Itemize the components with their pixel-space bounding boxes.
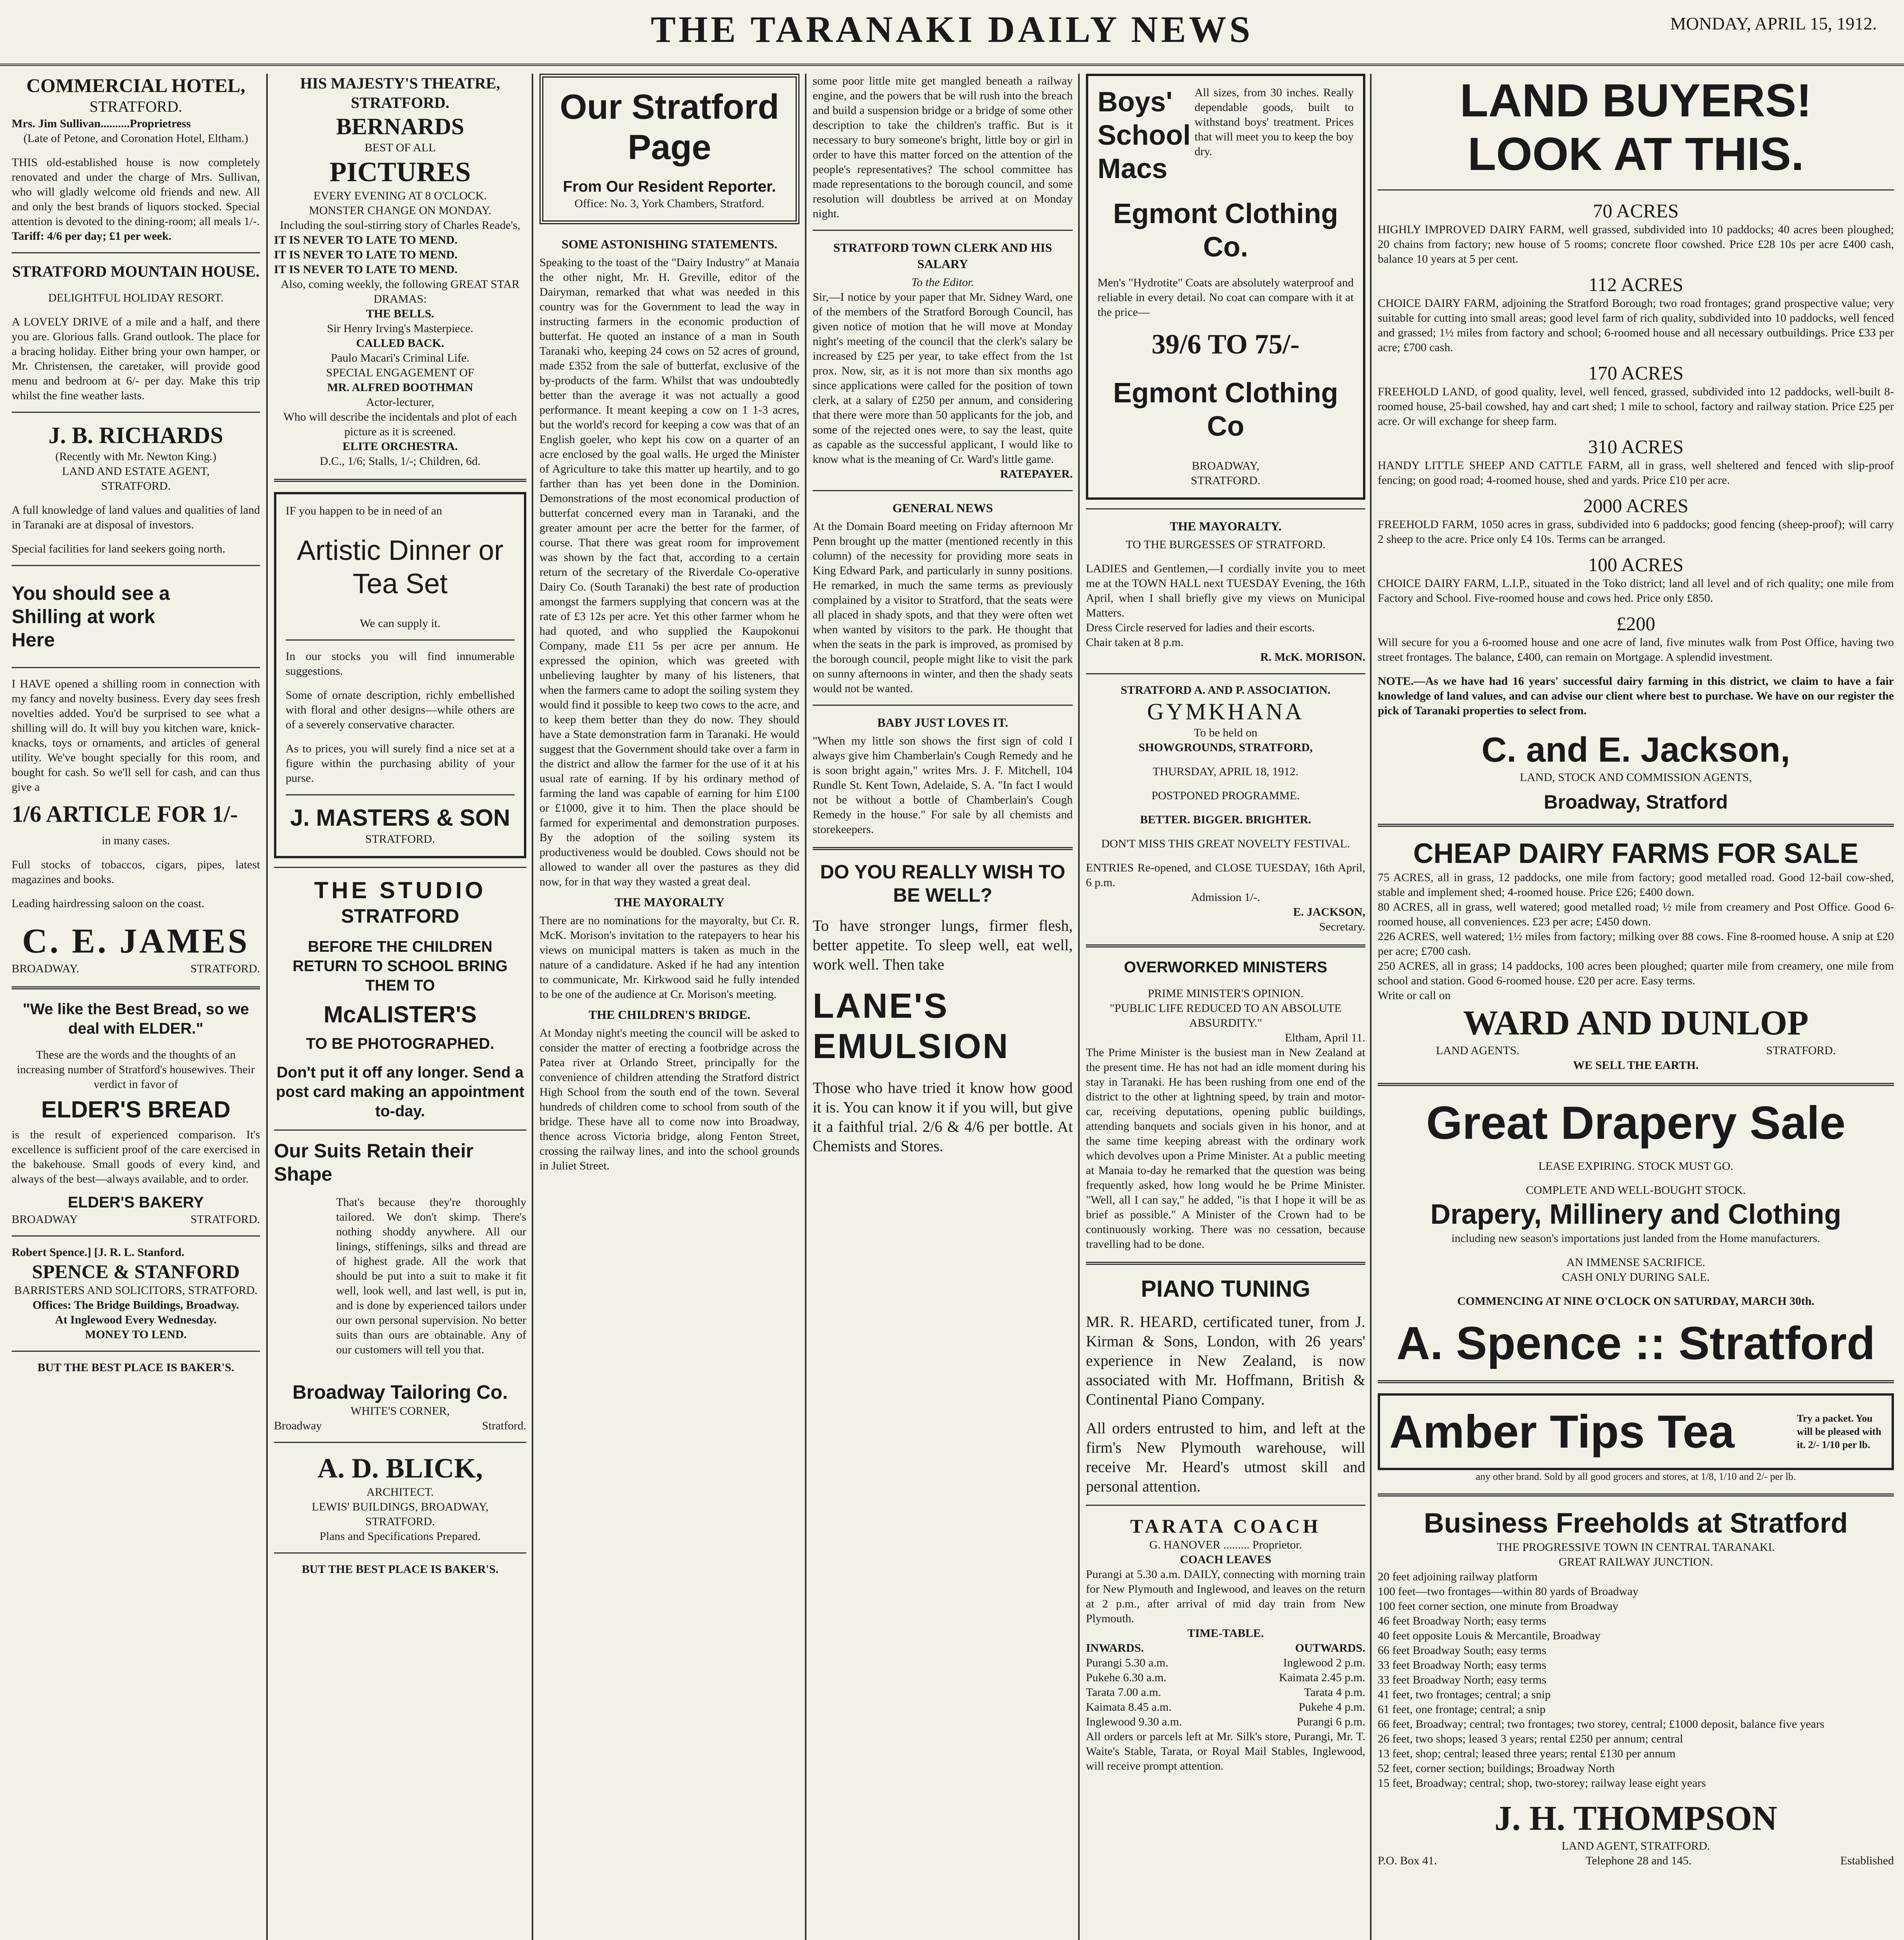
freehold-item: 66 feet, Broadway; central; two frontages; two storey, central; £1000 deposit, balance five years xyxy=(1378,1718,1824,1730)
theatre-orchestra: ELITE ORCHESTRA. xyxy=(342,440,458,453)
drapery-sacrifice: AN IMMENSE SACRIFICE. xyxy=(1566,1256,1705,1269)
coach-prop: G. HANOVER ......... Proprietor. xyxy=(1149,1538,1302,1551)
freehold-item: 66 feet Broadway South; easy terms xyxy=(1378,1644,1547,1657)
coach-cell: Purangi 5.30 a.m. xyxy=(1086,1656,1169,1669)
coach-outwards: OUTWARDS. xyxy=(1295,1642,1365,1654)
article-body: At Monday night's meeting the council will be asked to consider the matter of erecting a footbridge across the Patea river at Orlando Street, principally for the convenience of children attending the Stratford district High School from the south end of the town. Several hundreds of children come to school from south of the bridge. These have all to come now into Broadway, thence across Victoria bridge, along Fenton Street, crossing the railway lines, and into the school grounds in Juliet Street. xyxy=(539,1027,799,1172)
coach-row xyxy=(1086,1700,1365,1715)
thompson-box: P.O. Box 41. xyxy=(1378,1854,1437,1867)
column-rule xyxy=(1078,74,1080,1940)
masters-name: J. MASTERS & SON xyxy=(290,805,510,831)
article-heading: THE CHILDREN'S BRIDGE. xyxy=(588,1008,751,1022)
ministers-article xyxy=(1086,958,1365,1252)
freehold-item: 13 feet, shop; central; leased three years; rental £130 per annum xyxy=(1378,1747,1676,1760)
freeholds-sub: THE PROGRESSIVE TOWN IN CENTRAL TARANAKI. xyxy=(1496,1541,1775,1554)
blick-name: A. D. BLICK, xyxy=(317,1453,483,1484)
theatre-masterpiece: Sir Henry Irving's Masterpiece. xyxy=(327,322,473,335)
emulsion-name: LANE'S EMULSION xyxy=(813,987,1010,1066)
coach-cell: Kaimata 2.45 p.m. xyxy=(1279,1671,1365,1684)
boys-head-1: Boys' xyxy=(1098,87,1173,118)
tailoring-place: Stratford. xyxy=(482,1419,526,1432)
theatre-pictures: PICTURES xyxy=(329,156,471,187)
richards-role: LAND AND ESTATE AGENT, xyxy=(62,465,210,478)
coach-cell: Inglewood 9.30 a.m. xyxy=(1086,1715,1182,1728)
ministers-body: The Prime Minister is the busiest man in New Zealand at the present time. He has not had an idle moment during his stay in Taranaki. He has been rushing from one end of the district to the other at lightning speed, by train and motor-car, receiving deputations, opening public buildings, attending banquets and socials given in his honor, and at the same time keeping abreast with the ordinary work which devolves upon a Prime Minister. At a public meeting at Manaia to-day he remarked that the question was being frequently asked, how long would he be Prime Minister. "Well, all I can say," he added, "is that I hope it will be as brief as possible." A Minister of the Crown had to be continuously working. There was no cessation, because travelling had to be done. xyxy=(1086,1046,1365,1251)
james-saloon: Leading hairdressing saloon on the coast. xyxy=(12,897,205,910)
studio-before: BEFORE THE CHILDREN RETURN TO SCHOOL BRING THEM TO xyxy=(292,938,508,994)
coach-leaves: COACH LEAVES xyxy=(1180,1553,1271,1566)
tailoring-corner: WHITE'S CORNER, xyxy=(350,1405,450,1417)
theatre-boothman: MR. ALFRED BOOTHMAN xyxy=(327,381,473,394)
elder-place: STRATFORD. xyxy=(190,1213,260,1226)
theatre-bernards: BERNARDS xyxy=(336,114,465,139)
coach-row xyxy=(1086,1715,1365,1729)
letter-body: Sir,—I notice by your paper that Mr. Sidney Ward, one of the members of the Stratford Borough Council, has given notice of motion that he will move at Monday night's meeting of the council that the clerk's salary be increased by £25 per year, to take effect from the 1st prox. Now, sir, as it is not more than six months ago since applications were called for the position of town clerk, at a salary of £250 per annum, and considering that there were more than 50 applicants for the job, and some of the rejected ones were, to say the least, quite as capable as the successful applicant, I would like to know what is the meaning of Cr. Ward's little game. xyxy=(813,291,1073,466)
coach-cell: Tarata 4 p.m. xyxy=(1304,1686,1365,1699)
gymkhana-name: GYMKHANA xyxy=(1147,699,1304,724)
tailoring-headline: Our Suits Retain their Shape xyxy=(274,1140,473,1185)
studio-ad xyxy=(274,876,526,1121)
hotel-body: THIS old-established house is now completely renovated and under the charge of Mrs. Sullivan, who will gladly welcome old friends and new. All and only the best brands of liquors stocked. Special attention is devoted to the dining-room; all meals 1/-. xyxy=(12,156,260,228)
freehold-item: 33 feet Broadway North; easy terms xyxy=(1378,1673,1547,1686)
freeholds-junction: GREAT RAILWAY JUNCTION. xyxy=(1559,1555,1713,1568)
freehold-item: 46 feet Broadway North; easy terms xyxy=(1378,1614,1547,1627)
stratford-page-title: Our Stratford Page xyxy=(560,88,779,167)
article-body: some poor little mite get mangled beneath a railway engine, and the powers that be will rush into the breach and build a suspension bridge or a bridge of some other description to take the children's traffic. But is it necessary to bury someone's bright, little boy or girl in order to have this matter forced on the attention of the people's representatives? The school committee has made representations to the borough council, and some resolution will doubtless be arrived at on Monday night. xyxy=(813,74,1073,220)
newspaper-title: THE TARANAKI DAILY NEWS xyxy=(650,9,1254,50)
richards-name: J. B. RICHARDS xyxy=(48,423,224,448)
gymkhana-notice xyxy=(1086,683,1365,934)
coach-cell: Pukehe 6.30 a.m. xyxy=(1086,1671,1167,1684)
mayoralty-heading: THE MAYORALTY. xyxy=(1169,519,1282,533)
letter-signature: RATEPAYER. xyxy=(1000,468,1073,480)
theatre-bells: THE BELLS. xyxy=(366,307,434,320)
richards-place: STRATFORD. xyxy=(101,480,171,492)
drapery-complete: COMPLETE AND WELL-BOUGHT STOCK. xyxy=(1526,1184,1746,1197)
tailoring-ad xyxy=(274,1139,526,1433)
coach-body: Purangi at 5.30 a.m. DAILY, connecting with morning train for New Plymouth and Inglewood, and leaves on the return at 2 p.m., after arrival of mid day train from New Plymouth. xyxy=(1086,1568,1365,1625)
gymkhana-date: THURSDAY, APRIL 18, 1912. xyxy=(1153,765,1299,778)
coach-row xyxy=(1086,1685,1365,1700)
freehold-item: 15 feet, Broadway; central; shop, two-storey; railway lease eight years xyxy=(1378,1777,1706,1789)
hotel-late: (Late of Petone, and Coronation Hotel, Eltham.) xyxy=(23,132,248,145)
column-5 xyxy=(1086,74,1365,1940)
article-heading: SOME ASTONISHING STATEMENTS. xyxy=(562,237,777,251)
coach-table-head: TIME-TABLE. xyxy=(1187,1627,1264,1640)
tailoring-name: Broadway Tailoring Co. xyxy=(292,1381,508,1403)
masters-headline: Artistic Dinner or Tea Set xyxy=(297,535,504,599)
column-3 xyxy=(539,74,799,1940)
freehold-item: 100 feet corner section, one minute from Broadway xyxy=(1378,1600,1618,1613)
mayoralty-to: TO THE BURGESSES OF STRATFORD. xyxy=(1125,538,1326,551)
tailoring-where: Broadway xyxy=(274,1419,322,1432)
property-text: FREEHOLD FARM, 1050 acres in grass, subdivided into 6 paddocks; good fencing (sheep-proof); will carry 2 sheep to the acre. Price only £4 10s. Terms can be arranged. xyxy=(1378,518,1894,546)
property-text: HANDY LITTLE SHEEP AND CATTLE FARM, all in grass, well sheltered and fenced with slip-proof fencing; on good road; 4-roomed house, shed and yards. Price £10 per acre. xyxy=(1378,459,1894,487)
coach-cell: Pukehe 4 p.m. xyxy=(1299,1701,1365,1713)
cheap-write: Write or call on xyxy=(1378,989,1451,1002)
freehold-item: 100 feet—two frontages—within 80 yards of Broadway xyxy=(1378,1585,1639,1598)
gymkhana-held: To be held on xyxy=(1194,726,1257,739)
james-stock: Full stocks of tobaccos, cigars, pipes, latest magazines and books. xyxy=(12,858,260,886)
spence-stanford-ad xyxy=(12,1245,260,1375)
studio-name: THE STUDIO xyxy=(314,877,486,903)
coach-row xyxy=(1086,1656,1365,1670)
property-text: HIGHLY IMPROVED DAIRY FARM, well grassed, subdivided into 10 paddocks; 40 acres been ploughed; 20 chains from factory; new house of 5 rooms; concrete floor cowshed. Price £28 10s per acre £400 cash, balance 10 years at 5 per cent. xyxy=(1378,223,1894,265)
tea-name: Amber Tips Tea xyxy=(1389,1406,1735,1458)
richards-special: Special facilities for land seekers going north. xyxy=(12,542,225,555)
james-body: I HAVE opened a shilling room in connection with my fancy and novelty business. Every day sees fresh novelties added. You'd be surprised to see what a shilling will do. It will buy you kitchen ware, knick-knacks, toys or ornaments, and articles of general utility. We've bought specially for this room, and bought for cash. So we'll sell for cash, and can thus give a xyxy=(12,677,260,793)
drapery-name: A. Spence :: Stratford xyxy=(1396,1317,1875,1369)
emulsion-headline: DO YOU REALLY WISH TO BE WELL? xyxy=(820,861,1065,906)
shilling-headline: You should see a Shilling at work Here xyxy=(12,582,170,651)
ward-dunlop-ad xyxy=(1378,837,1894,1073)
tea-body: any other brand. Sold by all good grocers and stores, at 1/8, 1/10 and 2/- per lb. xyxy=(1476,1471,1796,1482)
hotel-place: STRATFORD. xyxy=(89,98,182,115)
ward-dunlop-name: WARD AND DUNLOP xyxy=(1463,1004,1809,1042)
drapery-lines: Drapery, Millinery and Clothing xyxy=(1430,1199,1842,1230)
property-acres: 100 ACRES xyxy=(1588,554,1684,575)
spence-names: Robert Spence.] [J. R. L. Stanford. xyxy=(12,1246,184,1259)
column-2 xyxy=(274,74,526,1940)
egmont-name: Egmont Clothing Co. xyxy=(1113,198,1338,263)
studio-photo: TO BE PHOTOGRAPHED. xyxy=(306,1035,494,1052)
ministers-dateline: Eltham, April 11. xyxy=(1285,1031,1365,1044)
freehold-item: 33 feet Broadway North; easy terms xyxy=(1378,1659,1547,1672)
theatre-never-1: IT IS NEVER TO LATE TO MEND. xyxy=(274,234,458,246)
freehold-item: 40 feet opposite Louis & Mercantile, Broadway xyxy=(1378,1629,1601,1642)
theatre-never-3: IT IS NEVER TO LATE TO MEND. xyxy=(274,263,458,276)
property-text: Will secure for you a 6-roomed house and one acre of land, five minutes walk from Post Office, having two street frontages. The balance, £400, can remain on Mortgage. A splendid investment. xyxy=(1378,636,1894,663)
freehold-item: 61 feet, one frontage; central; a snip xyxy=(1378,1703,1546,1716)
column-rule xyxy=(266,74,268,1940)
piano-orders: All orders entrusted to him, and left at the firm's New Plymouth warehouse, will receive Mr. Heard's utmost skill and personal attention. xyxy=(1086,1419,1365,1495)
mountain-house-tag: DELIGHTFUL HOLIDAY RESORT. xyxy=(48,291,224,304)
hotel-tariff: Tariff: 4/6 per day; £1 per week. xyxy=(12,230,172,242)
property-acres: 112 ACRES xyxy=(1588,274,1684,295)
hotel-name: COMMERCIAL HOTEL, xyxy=(26,74,245,96)
richards-sub: (Recently with Mr. Newton King.) xyxy=(55,450,217,463)
gymkhana-admission: Admission 1/-. xyxy=(1191,891,1261,904)
gymkhana-where: SHOWGROUNDS, STRATFORD, xyxy=(1138,741,1313,754)
masters-body-2: Some of ornate description, richly embellished with floral and other designs—while others are of a severely conservative character. xyxy=(286,689,515,731)
issue-date: MONDAY, APRIL 15, 1912. xyxy=(1670,14,1877,33)
ministers-quote: "PUBLIC LIFE REDUCED TO AN ABSOLUTE ABSURDITY." xyxy=(1110,1002,1342,1029)
masters-ad xyxy=(274,492,526,858)
coach-heading: TARATA COACH xyxy=(1130,1515,1321,1537)
gymkhana-postponed: POSTPONED PROGRAMME. xyxy=(1151,789,1300,802)
egmont-ad xyxy=(1086,74,1365,500)
masthead xyxy=(0,0,1904,66)
article-body: Speaking to the toast of the "Dairy Industry" at Manaia the other night, Mr. H. Greville, editor of the Dairyman, remarked that what was needed in this country was for the Government to lead the way in instructing farmers in the economic production of butterfat. He quoted an instance of a man in South Taranaki who, keeping 24 cows on 52 acres of ground, made £352 from the sale of butterfat, exclusive of the by-products of the farm. Whilst that was undoubtedly better than the average it was not actually a good performance. It meant keeping a cow on 1 1-3 acres, but the world's record for keeping a cow was that of an English goeler, who kept his cow on a quarter of an acre enclosed by the goal walls. He urged the Minister of Agriculture to take this matter up heartily, and to go farther than has yet been done in the Dominion. Demonstrations of the most economical production of butterfat concerned every man in Taranaki, and the greater amount per acre the better for the farmer, of course. That there was great room for improvement was shown by the fact that, according to a certain return of the secretary of the Riverdale Co-operative Dairy Co. (South Taranaki) the best rate of production amongst the farmers supplying that concern was at the rate of £3 12s per acre. Yet this other farmer whom he had quoted, and who supplied the Kaupokonui Company, made £11 5s per acre per annum. He expressed the opinion, which was greeted with unbelieving laughter by many of his listeners, that when the farmers came to adopt the soiling system they would find it possible to keep two cows to the acre, and to keep them better than they do now. They should have a State demonstration farm in Taranaki. He would suggest that the Government should take over a farm in the district and allow the farmer for the use of it at his usual rate of earning. If by his ordinary method of farming the land was capable of earning for him £100 or £1000, give it to him. Then the place should be farmed for experimental and demonstration purposes. By the adoption of the soiling system its productiveness would be doubled. Cows should not be allowed to wander all over the pastures as they did now, for in that way they wasted a great deal. xyxy=(539,256,799,888)
stratford-page-sub: From Our Resident Reporter. xyxy=(563,178,776,195)
freehold-item: 26 feet, two shops; leased 3 years; rental £250 per annum; central xyxy=(1378,1732,1683,1745)
tea-side: Try a packet. You will be pleased with it. 2/- 1/10 per lb. xyxy=(1797,1413,1881,1450)
egmont-mens: Men's "Hydrotite" Coats are absolutely waterproof and reliable in every detail. No coat can compare with it at the price— xyxy=(1098,276,1354,319)
masters-body-1: In our stocks you will find innumerable suggestions. xyxy=(286,650,515,677)
theatre-monster: MONSTER CHANGE ON MONDAY. xyxy=(309,204,492,217)
theatre-ad xyxy=(274,74,526,469)
gymkhana-better: BETTER. BIGGER. BRIGHTER. xyxy=(1140,813,1311,826)
drapery-cash: CASH ONLY DURING SALE. xyxy=(1562,1271,1710,1284)
land-buyers-head-1: LAND BUYERS! xyxy=(1460,74,1812,126)
spence-drapery-ad xyxy=(1378,1096,1894,1370)
egmont-place: STRATFORD. xyxy=(1191,474,1261,487)
hotel-proprietress: Mrs. Jim Sullivan..........Proprietress xyxy=(12,117,191,130)
gymkhana-entries: ENTRIES Re-opened, and CLOSE TUESDAY, 16th April, 6 p.m. xyxy=(1086,861,1365,889)
thompson-est: Established xyxy=(1840,1854,1894,1867)
james-ad xyxy=(12,677,260,976)
blick-role: ARCHITECT. xyxy=(366,1486,434,1498)
letter-heading: STRATFORD TOWN CLERK AND HIS SALARY xyxy=(833,241,1052,271)
coach-footer: All orders or parcels left at Mr. Silk's store, Purangi, Mr. T. Waite's Stable, Tarata, or Royal Mail Stables, Inglewood, will receive prompt attention. xyxy=(1086,1730,1365,1772)
drapery-commencing: COMMENCING AT NINE O'CLOCK ON SATURDAY, MARCH 30th. xyxy=(1457,1295,1815,1308)
ward-dunlop-role: LAND AGENTS. xyxy=(1436,1044,1519,1057)
studio-place: STRATFORD xyxy=(341,905,460,927)
masters-top: IF you happen to be in need of an xyxy=(286,504,442,517)
james-where: BROADWAY. xyxy=(12,962,80,975)
theatre-engagement: SPECIAL ENGAGEMENT OF xyxy=(326,366,474,379)
theatre-criminal: Paulo Macari's Criminal Life. xyxy=(331,352,470,364)
ministers-sub: PRIME MINISTER'S OPINION. xyxy=(1148,987,1304,1000)
article-body: At the Domain Board meeting on Friday afternoon Mr Penn brought up the matter (mentioned recently in this column) of the necessity for providing more seats in King Edward Park, and particularly in sunny positions. He remarked, in much the same terms as previously complained by a visitor to Stratford, that the seats were all placed in shady spots, and that they were often wet when wanted by visitors to the park. He thought that when the seats in the park is improved, as promised by the borough council, people might like to visit the park on sunny afternoons in winter, and then the shady seats would not be wanted. xyxy=(813,520,1073,695)
ministers-heading: OVERWORKED MINISTERS xyxy=(1124,959,1327,976)
article-heading: THE MAYORALTY xyxy=(614,895,725,909)
elder-footer: ELDER'S BAKERY xyxy=(68,1194,204,1211)
spence-firm: SPENCE & STANFORD xyxy=(32,1261,240,1282)
thompson-ad xyxy=(1378,1507,1894,1868)
boys-head-3: Macs xyxy=(1098,153,1168,184)
gymkhana-dont: DON'T MISS THIS GREAT NOVELTY FESTIVAL. xyxy=(1101,837,1350,850)
property-acres: 310 ACRES xyxy=(1588,436,1684,457)
james-offer: 1/6 ARTICLE FOR 1/- xyxy=(12,801,238,827)
property-acres: 2000 ACRES xyxy=(1583,495,1689,516)
masters-supply: We can supply it. xyxy=(360,617,440,630)
blick-plans: Plans and Specifications Prepared. xyxy=(319,1530,481,1543)
thompson-name: J. H. THOMPSON xyxy=(1494,1799,1777,1838)
boys-head-2: School xyxy=(1098,120,1191,151)
mayoralty-chair: Chair taken at 8 p.m. xyxy=(1086,636,1184,649)
coach-inwards: INWARDS. xyxy=(1086,1642,1144,1654)
cheap-item: 226 ACRES, well watered; 1½ miles from factory; milking over 88 cows. Fine 8-roomed house. A snip at £20 per acre; £700 cash. xyxy=(1378,930,1894,958)
freehold-item: 20 feet adjoining railway platform xyxy=(1378,1570,1538,1583)
column-6 xyxy=(1378,74,1894,1940)
jackson-role: LAND, STOCK AND COMMISSION AGENTS, xyxy=(1520,771,1752,784)
richards-body: A full knowledge of land values and qualities of land in Taranaki are at disposal of investors. xyxy=(12,504,260,531)
elder-where: BROADWAY xyxy=(12,1213,78,1226)
theatre-best: BEST OF ALL xyxy=(364,141,436,154)
blick-place: STRATFORD. xyxy=(365,1515,435,1528)
elder-name: ELDER'S BREAD xyxy=(41,1096,231,1122)
drapery-head: Great Drapery Sale xyxy=(1426,1097,1846,1149)
column-rule xyxy=(1370,74,1372,1940)
column-1 xyxy=(12,74,260,1940)
ward-dunlop-earth: WE SELL THE EARTH. xyxy=(1573,1059,1699,1072)
freeholds-head: Business Freeholds at Stratford xyxy=(1424,1508,1848,1539)
james-name: C. E. JAMES xyxy=(22,922,250,960)
egmont-name-2: Egmont Clothing Co xyxy=(1113,378,1338,442)
thompson-role: LAND AGENT, STRATFORD. xyxy=(1561,1840,1710,1852)
column-rule xyxy=(805,74,806,1940)
masters-body-3: As to prices, you will surely find a nice set at a figure within the purchasing ability of your purse. xyxy=(286,742,515,785)
gymkhana-sign: E. JACKSON, xyxy=(1293,906,1365,918)
coach-cell: Tarata 7.00 a.m. xyxy=(1086,1686,1161,1699)
elder-quote: "We like the Best Bread, so we deal with ELDER." xyxy=(23,1001,249,1037)
coach-ad xyxy=(1086,1514,1365,1774)
james-place: STRATFORD. xyxy=(190,962,260,975)
cheap-item: 80 ACRES, all in grass, well watered; good metalled road; ½ mile from creamery and Post Office. Good 6-roomed house, all conveniences. £23 per acre; £450 down. xyxy=(1378,901,1894,928)
mayoralty-space: Dress Circle reserved for ladies and their escorts. xyxy=(1086,621,1315,634)
gymkhana-head: STRATFORD A. AND P. ASSOCIATION. xyxy=(1120,684,1331,696)
property-text: CHOICE DAIRY FARM, L.I.P., situated in the Toko district; land all level and of rich quality; one mile from Factory and School. Five-roomed house and cows hed. Price only £850. xyxy=(1378,577,1894,605)
thompson-tel: Telephone 28 and 145. xyxy=(1585,1854,1692,1867)
letter-to: To the Editor. xyxy=(911,276,974,289)
stratford-page-header xyxy=(539,74,799,224)
spence-best-place: BUT THE BEST PLACE IS BAKER'S. xyxy=(37,1361,234,1374)
spence-office: Offices: The Bridge Buildings, Broadway. xyxy=(32,1299,239,1311)
theatre-name: HIS MAJESTY'S THEATRE, STRATFORD. xyxy=(300,74,500,111)
elder-intro: These are the words and the thoughts of an increasing number of Stratford's housewives. Their verdict in favor of xyxy=(17,1048,255,1091)
property-text: FREEHOLD LAND, of good quality, level, well fenced, grassed, subdivided into 12 paddocks, well-built 8-roomed house, 25-bail cowshed, hay and cart shed; 1 mile to school, factory and railway station. Price £25 per acre. Or will exchange for sheep farm. xyxy=(1378,385,1894,428)
blick-bldg: LEWIS' BUILDINGS, BROADWAY, xyxy=(312,1500,489,1513)
column-rule xyxy=(532,74,533,1940)
stratford-page-office: Office: No. 3, York Chambers, Stratford. xyxy=(574,197,765,210)
blick-ad xyxy=(274,1452,526,1577)
property-acres: 70 ACRES xyxy=(1593,200,1679,222)
piano-ad xyxy=(1086,1275,1365,1496)
amber-tips-ad xyxy=(1378,1393,1894,1470)
mountain-house-body: A LOVELY DRIVE of a mile and a half, and there you are. Glorious falls. Grand outlook. The place for a bracing holiday. Either bring your own hamper, or Mr. Christensen, the caretaker, will provide good menu and bedroom at 6/- per day. Make this trip whilst the fine weather lasts. xyxy=(12,315,260,402)
studio-dont: Don't put it off any longer. Send a post card making an appointment to-day. xyxy=(276,1064,525,1120)
article-heading: GENERAL NEWS xyxy=(892,501,993,515)
mayoralty-notice xyxy=(1086,518,1365,665)
mayoralty-body: LADIES and Gentlemen,—I cordially invite you to meet me at the TOWN HALL next TUESDAY Evening, the 16th April, when I shall briefly give my views on Municipal Matters. xyxy=(1086,562,1365,619)
article-body: "When my little son shows the first sign of cold I always give him Chamberlain's Cough Remedy and he is soon bright again," writes Mrs. J. F. Mitchell, 104 Rundle St. Kent Town, Adelaide, S. A. "In fact I would not be without a bottle of Chamberlain's Cough Remedy in the house." For sale by all chemists and storekeepers. xyxy=(813,734,1073,836)
jackson-name: C. and E. Jackson, xyxy=(1481,731,1790,769)
emulsion-ad xyxy=(813,860,1073,1156)
freehold-item: 41 feet, two frontages; central; a snip xyxy=(1378,1688,1551,1701)
piano-heading: PIANO TUNING xyxy=(1141,1276,1311,1302)
coach-cell: Inglewood 2 p.m. xyxy=(1283,1656,1365,1669)
boys-body: All sizes, from 30 inches. Really dependable goods, built to withstand boys' treatment. Prices that will meet you to keep the boy dry. xyxy=(1195,86,1354,158)
theatre-called-back: CALLED BACK. xyxy=(356,337,444,350)
jackson-place: Broadway, Stratford xyxy=(1543,791,1728,813)
theatre-actor: Actor-lecturer, xyxy=(366,396,434,409)
elder-ad xyxy=(12,999,260,1227)
theatre-prices: D.C., 1/6; Stalls, 1/-; Children, 6d. xyxy=(319,455,481,468)
cheap-item: 250 ACRES, all in grass; 14 paddocks, 100 acres been ploughed; quarter mile from creamery, one mile from school and station. Good 6-roomed house. £20 per acre. Easy terms. xyxy=(1378,960,1894,987)
theatre-never-2: IT IS NEVER TO LATE TO MEND. xyxy=(274,248,458,261)
property-acres: £200 xyxy=(1616,613,1655,634)
piano-body: MR. R. HEARD, certificated tuner, from J. Kirman & Sons, London, with 26 years' experience in New Zealand, is now associated with Mr. Hoffmann, British & Continental Piano Company. xyxy=(1086,1313,1365,1408)
emulsion-body: To have stronger lungs, firmer flesh, better appetite. To sleep well, eat well, work well. Then take xyxy=(813,917,1073,973)
freehold-item: 52 feet, corner section; buildings; Broadway North xyxy=(1378,1762,1615,1775)
blick-best-place: BUT THE BEST PLACE IS BAKER'S. xyxy=(302,1563,499,1576)
theatre-including: Including the soul-stirring story of Charles Reade's, xyxy=(280,219,520,232)
jackson-ad xyxy=(1378,74,1894,814)
elder-body: is the result of experienced comparison. It's excellence is sufficient proof of the care exercised in the bakehouse. Small goods of every kind, and always of the best—always available, and to order. xyxy=(12,1128,260,1185)
coach-cell: Kaimata 8.45 a.m. xyxy=(1086,1701,1172,1713)
egmont-price: 39/6 TO 75/- xyxy=(1151,329,1300,360)
column-4 xyxy=(813,74,1073,1940)
property-acres: 170 ACRES xyxy=(1588,362,1684,384)
studio-who: McALISTER'S xyxy=(323,1001,477,1027)
cheap-head: CHEAP DAIRY FARMS FOR SALE xyxy=(1413,838,1859,869)
mountain-house-ad xyxy=(12,262,260,403)
commercial-hotel-ad xyxy=(12,74,260,244)
mountain-house-name: STRATFORD MOUNTAIN HOUSE. xyxy=(12,263,260,280)
spence-money: MONEY TO LEND. xyxy=(85,1328,187,1341)
cheap-item: 75 ACRES, all in grass, 12 paddocks, one mile from factory; good metalled road. Good 12-bail cow-shed, stable and implement shed; 4-roomed house. Price £26; £400 down. xyxy=(1378,871,1894,899)
gymkhana-sec: Secretary. xyxy=(1319,920,1365,933)
drapery-lease: LEASE EXPIRING. STOCK MUST GO. xyxy=(1538,1160,1734,1173)
richards-ad xyxy=(12,421,260,556)
drapery-including: including new season's importations just landed from the Home manufacturers. xyxy=(1451,1232,1821,1245)
jackson-note: NOTE.—As we have had 16 years' successful dairy farming in this district, we claim to have a fair knowledge of land values, and can advise our client where best to purchase. We have on our register the pick of Taranaki properties to select from. xyxy=(1378,675,1894,717)
mayoralty-sign: R. McK. MORISON. xyxy=(1260,651,1365,663)
ward-dunlop-place: STRATFORD. xyxy=(1766,1044,1836,1057)
coach-row xyxy=(1086,1670,1365,1685)
article-body: There are no nominations for the mayoralty, but Cr. R. McK. Morison's invitation to the ratepayers to hear his views on municipal matters is taken as much in the nature of a candidature. Asked if he had any intention to communicate, Mr. Kirkwood said he fully intended to be one of the audience at Cr. Morison's meeting. xyxy=(539,914,799,1001)
article-heading: BABY JUST LOVES IT. xyxy=(877,715,1008,729)
theatre-every: EVERY EVENING AT 8 O'CLOCK. xyxy=(313,189,487,202)
tailoring-body: That's because they're thoroughly tailored. We don't skimp. There's nothing shoddy anywhere. All our linings, stiffenings, silks and thread are of highest grade. All the work that should be put into a suit to make it fit well, look well, and last well, is put in, and is done by experienced tailors under our own personal supervision. No better suits than ours are obtainable. Any of our customers will tell you that. xyxy=(336,1196,526,1356)
spence-inglewood: At Inglewood Every Wednesday. xyxy=(55,1313,217,1326)
property-text: CHOICE DAIRY FARM, adjoining the Stratford Borough; two road frontages; grand prospective value; very suitable for cutting into small areas; good level farm of rich quality, subdivided into 10 paddocks, well fenced and grassed; 1½ miles from factory and school; 6-roomed house and all necessary outbuildings. Price £33 per acre; £700 cash. xyxy=(1378,297,1894,354)
coach-cell: Purangi 6 p.m. xyxy=(1297,1715,1365,1728)
land-buyers-head-2: LOOK AT THIS. xyxy=(1467,128,1804,180)
james-many: in many cases. xyxy=(102,834,170,847)
spence-role: BARRISTERS AND SOLICITORS, STRATFORD. xyxy=(14,1284,258,1297)
theatre-body: Who will describe the incidentals and plot of each picture as it is screened. xyxy=(283,411,517,438)
masters-place: STRATFORD. xyxy=(365,833,435,845)
egmont-where: BROADWAY, xyxy=(1191,459,1260,472)
theatre-also: Also, coming weekly, the following GREAT STAR DRAMAS: xyxy=(281,278,520,305)
emulsion-tail: Those who have tried it know how good it is. You can know it if you will, but give it a faithful trial. 2/6 & 4/6 per bottle. At Chemists and Stores. xyxy=(813,1079,1073,1155)
